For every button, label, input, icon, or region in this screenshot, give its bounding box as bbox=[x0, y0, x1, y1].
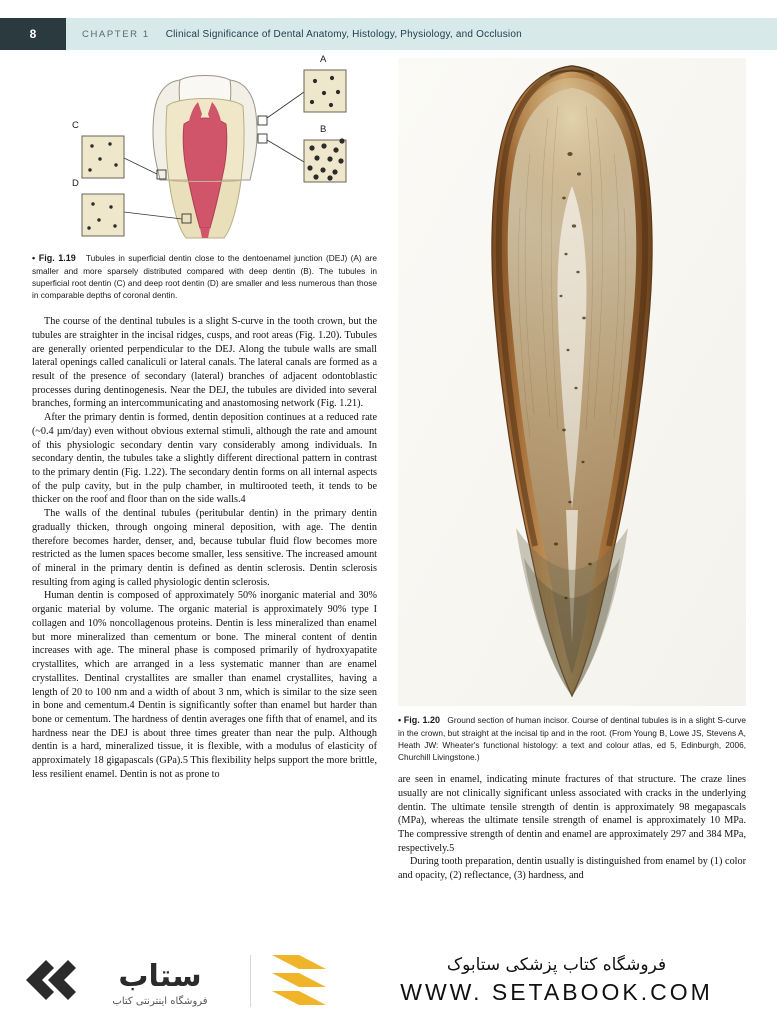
setabook-logo-svg bbox=[10, 946, 240, 1016]
page-header bbox=[0, 18, 777, 50]
sample-marker-b bbox=[258, 134, 267, 143]
footer-persian-text: فروشگاه کتاب پزشکی ستابوک bbox=[446, 955, 667, 975]
paragraph-1 bbox=[32, 315, 377, 411]
paragraph-5 bbox=[398, 773, 746, 855]
double-chevron-icon bbox=[266, 951, 332, 1011]
callout-label-c: C bbox=[72, 120, 79, 131]
paragraph-5-text: are seen in enamel, indicating minute fractures of that structure. The craze lines usually are not clinically significant unless associated with cracks in the underlying dentin. The ultimate tensile strength of dentin is approximately 98 megapascals (MPa), whereas the ultimate tensile strength of enamel is approximately 10 MPa. The compressive strength of dentin and enamel are approximately 297 and 384 MPa, respectively.5 bbox=[398, 774, 746, 854]
paragraph-2 bbox=[32, 411, 377, 507]
svg-text:ستاب: ستاب bbox=[118, 958, 202, 994]
footer-text-block bbox=[346, 955, 777, 1006]
figure-1-19-caption bbox=[32, 252, 377, 301]
inset-a bbox=[304, 70, 346, 112]
tooth-drawing bbox=[153, 76, 257, 239]
page-number: 8 bbox=[29, 27, 37, 41]
paragraph-6-text: During tooth preparation, dentin usually is distinguished from enamel by (1) color and opacity, (2) reflectance, (3) hardness, and bbox=[398, 856, 746, 882]
inset-d bbox=[82, 194, 124, 236]
left-column-body bbox=[32, 315, 377, 781]
tooth-diagram-svg bbox=[32, 62, 377, 242]
setabook-logo[interactable] bbox=[0, 937, 250, 1025]
figure-1-20-caption bbox=[398, 714, 746, 763]
footer-watermark bbox=[0, 936, 777, 1024]
figure-1-20-caption-text: Ground section of human incisor. Course of dentinal tubules is in a slight S-curve in the crown, but straight at the incisal tip and in the root. (From Young B, Lowe JS, Stevens A, Heath JW: Wheater's functional histology: a text and colour atlas, ed 5, Edinburgh, 2006, Churchill Livingstone.) bbox=[398, 715, 746, 763]
inset-b bbox=[304, 138, 346, 182]
sample-marker-a bbox=[258, 116, 267, 125]
callout-label-d: D bbox=[72, 178, 79, 189]
page-number-block bbox=[0, 18, 66, 50]
paragraph-2-text: After the primary dentin is formed, dentin deposition continues at a reduced rate (~0.4 µm/day) even without obvious external stimuli, although the rate and amount of this physiologic secondary dentin vary considerably among individuals. In secondary dentin, the tubules take a slightly different directional pattern in contrast to the primary dentin (Fig. 1.22). The secondary dentin forms on all internal aspects of the pulp cavity, but in the pulp chamber, in multirooted teeth, it tends to be thicker on the roof and floor than on the side walls.4 bbox=[32, 412, 377, 506]
paragraph-4 bbox=[32, 589, 377, 781]
svg-text:فروشگاه اینترنتی کتاب: فروشگاه اینترنتی کتاب bbox=[112, 995, 208, 1007]
paragraph-6 bbox=[398, 855, 746, 882]
figure-1-19-caption-text: Tubules in superficial dentin close to the dentoenamel junction (DEJ) (A) are smaller and more sparsely distributed compared with deep dentin (B). The tubules in superficial root dentin (C) and deep root dentin (D) are smaller and less numerous than those in comparable depths of coronal dentin. bbox=[32, 253, 377, 301]
paragraph-3-text: The walls of the dentinal tubules (peritubular dentin) in the primary dentin gradually thicken, through ongoing mineral deposition, with age. The dentin therefore becomes harder, denser, and, because tubular fluid flow becomes more restricted as the lumen spaces become smaller, less sensitive. The increased amount of mineral in the primary dentin is defined as dentin sclerosis. Dentin sclerosis resulting from aging is called physiologic dentin sclerosis. bbox=[32, 508, 377, 588]
footer-url[interactable]: WWW. SETABOOK.COM bbox=[400, 979, 713, 1005]
inset-c bbox=[82, 136, 124, 178]
left-column bbox=[32, 54, 377, 782]
paragraph-1-text: The course of the dentinal tubules is a slight S-curve in the tooth crown, but the tubules are straighter in the incisal ridges, cusps, and root areas (Fig. 1.20). Tubules are generally oriented perpendicular to the DEJ. Along the tubule walls are small lateral openings called canaliculi or lateral canals. The lateral canals are formed as a result of the presence of secondary (lateral) branches of adjacent odontoblastic processes during dentinogenesis. Near the DEJ, the tubules are divided into several branches, forming an intercommunicating and anastomosing network (Fig. 1.21). bbox=[32, 316, 377, 410]
figure-1-20-label: • Fig. 1.20 bbox=[398, 715, 440, 725]
ground-section-incisor-svg bbox=[398, 58, 746, 706]
right-column-body bbox=[398, 773, 746, 883]
page-content bbox=[0, 54, 777, 958]
callout-label-b: B bbox=[320, 124, 327, 135]
paragraph-4-text: Human dentin is composed of approximately 50% inorganic material and 30% organic material by volume. The organic material is approximately 90% type I collagen and 10% noncollagenous proteins. Dentin is less mineralized than enamel but more mineralized than cementum or bone. The mineral content of dentin increases with age. The mineral phase is composed primarily of hydroxyapatite crystallites, which are arranged in a less systematic manner than are enamel crystallites. Dentinal crystallites are smaller than enamel crystallites, having a length of 20 to 100 nm and a width of about 3 nm, which is similar to the size seen in bone and cementum.4 Dentin is significantly softer than enamel but harder than bone or cementum. The hardness of dentin averages one fifth that of enamel, and its hardness near the DEJ is about three times greater than near the pulp. Although dentin is a hard, mineralized tissue, it is flexible, with a modulus of elasticity of approximately 18 gigapascals (GPa).5 This flexibility helps support the more brittle, less resilient enamel. Dentin is not as prone to bbox=[32, 590, 377, 780]
chevron-stack-icon bbox=[251, 951, 346, 1011]
figure-1-19-illustration bbox=[32, 54, 377, 242]
callout-label-a: A bbox=[320, 54, 327, 65]
figure-1-19-label: • Fig. 1.19 bbox=[32, 253, 76, 263]
figure-1-20-photo bbox=[398, 58, 746, 706]
chapter-title: Clinical Significance of Dental Anatomy, Histology, Physiology, and Occlusion bbox=[165, 28, 522, 40]
chapter-header-band bbox=[66, 18, 777, 50]
chapter-label: CHAPTER 1 bbox=[82, 28, 150, 40]
paragraph-3 bbox=[32, 507, 377, 589]
right-column bbox=[398, 58, 746, 883]
